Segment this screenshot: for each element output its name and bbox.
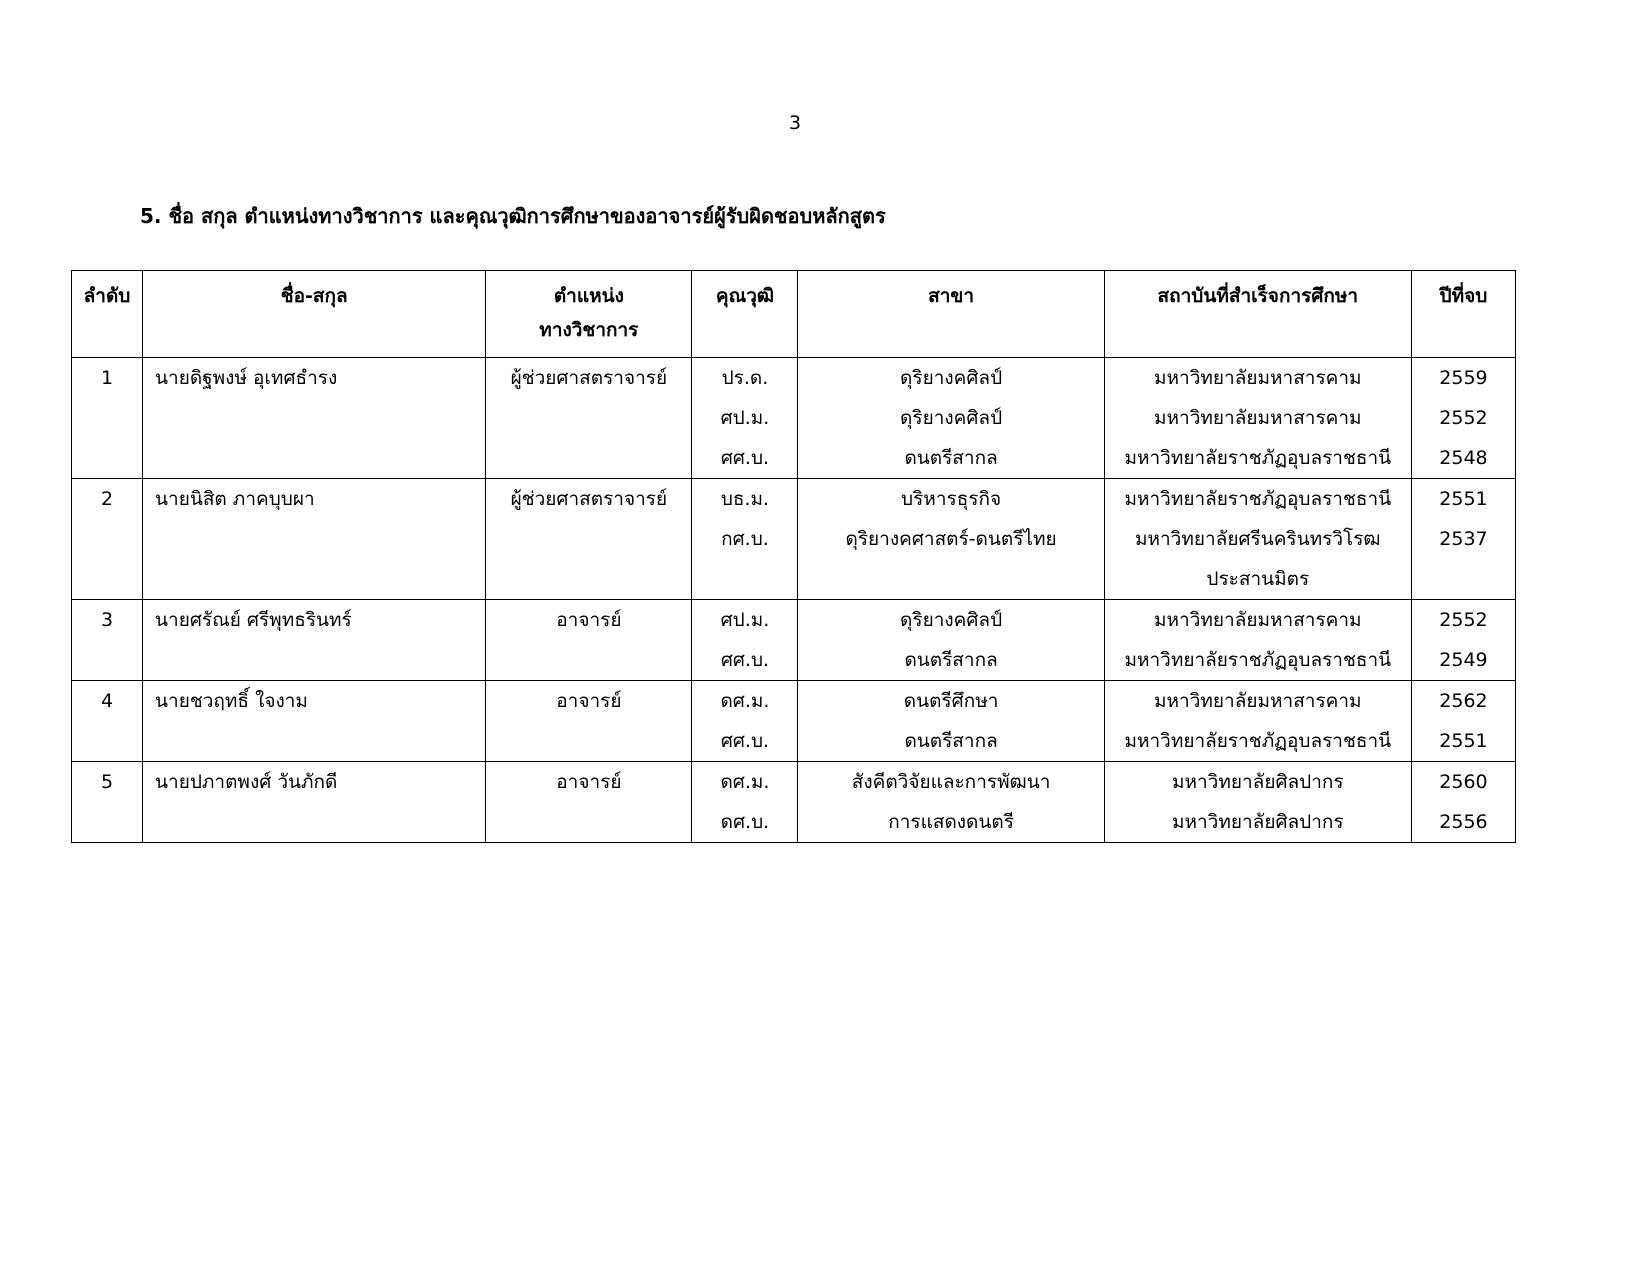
cell-position: อาจารย์ — [486, 600, 692, 641]
cell-name — [143, 519, 486, 559]
cell-order: 5 — [72, 762, 143, 803]
cell-order — [72, 398, 143, 438]
cell-year: 2552 — [1411, 398, 1515, 438]
cell-name — [143, 398, 486, 438]
header-position — [486, 271, 692, 358]
cell-degree: ดศ.บ. — [692, 802, 798, 843]
cell-degree: ดศ.ม. — [692, 762, 798, 803]
cell-degree: ศป.ม. — [692, 600, 798, 641]
cell-institution: ประสานมิตร — [1104, 559, 1411, 600]
cell-institution: มหาวิทยาลัยศรีนครินทรวิโรฒ — [1104, 519, 1411, 559]
table-header-row — [72, 271, 1516, 358]
cell-order — [72, 640, 143, 681]
cell-name — [143, 640, 486, 681]
table-row — [72, 640, 1516, 681]
cell-order — [72, 721, 143, 762]
cell-position: อาจารย์ — [486, 762, 692, 803]
section-title: 5. ชื่อ สกุล ตำแหน่งทางวิชาการ และคุณวุฒิการศึกษาของอาจารย์ผู้รับผิดชอบหลักสูตร — [140, 204, 886, 228]
page-number: 3 — [788, 112, 802, 134]
cell-position: อาจารย์ — [486, 681, 692, 722]
cell-order — [72, 519, 143, 559]
header-major: สาขา — [798, 271, 1104, 358]
cell-degree: ศศ.บ. — [692, 640, 798, 681]
cell-order: 4 — [72, 681, 143, 722]
cell-year: 2548 — [1411, 438, 1515, 479]
cell-position: ผู้ช่วยศาสตราจารย์ — [486, 479, 692, 520]
cell-degree: ศศ.บ. — [692, 721, 798, 762]
header-position-line2: ทางวิชาการ — [539, 319, 639, 341]
staff-table — [71, 270, 1516, 843]
cell-institution: มหาวิทยาลัยศิลปากร — [1104, 802, 1411, 843]
cell-position — [486, 559, 692, 600]
cell-degree: ดศ.ม. — [692, 681, 798, 722]
cell-name: นายดิฐพงษ์ อุเทศธำรง — [143, 358, 486, 399]
cell-order: 3 — [72, 600, 143, 641]
cell-order — [72, 802, 143, 843]
cell-institution: มหาวิทยาลัยศิลปากร — [1104, 762, 1411, 803]
cell-year: 2560 — [1411, 762, 1515, 803]
table-row — [72, 479, 1516, 520]
table-row — [72, 762, 1516, 803]
table-row — [72, 802, 1516, 843]
cell-institution: มหาวิทยาลัยมหาสารคาม — [1104, 600, 1411, 641]
cell-major: ดุริยางคศิลป์ — [798, 600, 1104, 641]
cell-position — [486, 438, 692, 479]
cell-institution: มหาวิทยาลัยราชภัฏอุบลราชธานี — [1104, 438, 1411, 479]
table-row — [72, 721, 1516, 762]
cell-institution: มหาวิทยาลัยมหาสารคาม — [1104, 398, 1411, 438]
cell-major: ดุริยางคศิลป์ — [798, 398, 1104, 438]
cell-order: 2 — [72, 479, 143, 520]
cell-position — [486, 398, 692, 438]
cell-major: ดนตรีสากล — [798, 640, 1104, 681]
cell-institution: มหาวิทยาลัยมหาสารคาม — [1104, 681, 1411, 722]
cell-position — [486, 721, 692, 762]
cell-degree: ศศ.บ. — [692, 438, 798, 479]
cell-major: ดุริยางคศิลป์ — [798, 358, 1104, 399]
header-year: ปีที่จบ — [1411, 271, 1515, 358]
cell-major: บริหารธุรกิจ — [798, 479, 1104, 520]
cell-position — [486, 519, 692, 559]
cell-year: 2537 — [1411, 519, 1515, 559]
cell-major: การแสดงดนตรี — [798, 802, 1104, 843]
cell-institution: มหาวิทยาลัยราชภัฏอุบลราชธานี — [1104, 721, 1411, 762]
cell-year: 2551 — [1411, 721, 1515, 762]
cell-degree: ปร.ด. — [692, 358, 798, 399]
cell-institution: มหาวิทยาลัยราชภัฏอุบลราชธานี — [1104, 479, 1411, 520]
table-row — [72, 438, 1516, 479]
cell-degree: ศป.ม. — [692, 398, 798, 438]
cell-major: ดนตรีสากล — [798, 721, 1104, 762]
cell-order — [72, 438, 143, 479]
cell-year: 2551 — [1411, 479, 1515, 520]
cell-name — [143, 559, 486, 600]
cell-degree: กศ.บ. — [692, 519, 798, 559]
cell-name: นายนิสิต ภาคบุบผา — [143, 479, 486, 520]
cell-major — [798, 559, 1104, 600]
cell-year: 2549 — [1411, 640, 1515, 681]
cell-degree: บธ.ม. — [692, 479, 798, 520]
cell-institution: มหาวิทยาลัยมหาสารคาม — [1104, 358, 1411, 399]
header-degree: คุณวุฒิ — [692, 271, 798, 358]
cell-order — [72, 559, 143, 600]
cell-year: 2552 — [1411, 600, 1515, 641]
cell-year: 2562 — [1411, 681, 1515, 722]
table-row — [72, 519, 1516, 559]
table-row — [72, 559, 1516, 600]
header-name: ชื่อ-สกุล — [143, 271, 486, 358]
table-row — [72, 600, 1516, 641]
table-row — [72, 358, 1516, 399]
cell-year: 2556 — [1411, 802, 1515, 843]
cell-order: 1 — [72, 358, 143, 399]
cell-position: ผู้ช่วยศาสตราจารย์ — [486, 358, 692, 399]
cell-degree — [692, 559, 798, 600]
cell-name: นายศรัณย์ ศรีพุทธรินทร์ — [143, 600, 486, 641]
table-row — [72, 681, 1516, 722]
cell-position — [486, 640, 692, 681]
cell-name: นายปภาตพงศ์ วันภักดี — [143, 762, 486, 803]
cell-name: นายชวฤทธิ์ ใจงาม — [143, 681, 486, 722]
header-position-line1: ตำแหน่ง — [553, 285, 624, 307]
cell-year: 2559 — [1411, 358, 1515, 399]
header-order: ลำดับ — [72, 271, 143, 358]
header-institution: สถาบันที่สำเร็จการศึกษา — [1104, 271, 1411, 358]
cell-year — [1411, 559, 1515, 600]
table-body — [72, 358, 1516, 843]
cell-name — [143, 802, 486, 843]
cell-name — [143, 438, 486, 479]
cell-major: ดนตรีสากล — [798, 438, 1104, 479]
cell-major: ดุริยางคศาสตร์-ดนตรีไทย — [798, 519, 1104, 559]
cell-major: ดนตรีศึกษา — [798, 681, 1104, 722]
cell-position — [486, 802, 692, 843]
cell-major: สังคีตวิจัยและการพัฒนา — [798, 762, 1104, 803]
cell-institution: มหาวิทยาลัยราชภัฏอุบลราชธานี — [1104, 640, 1411, 681]
table-row — [72, 398, 1516, 438]
cell-name — [143, 721, 486, 762]
